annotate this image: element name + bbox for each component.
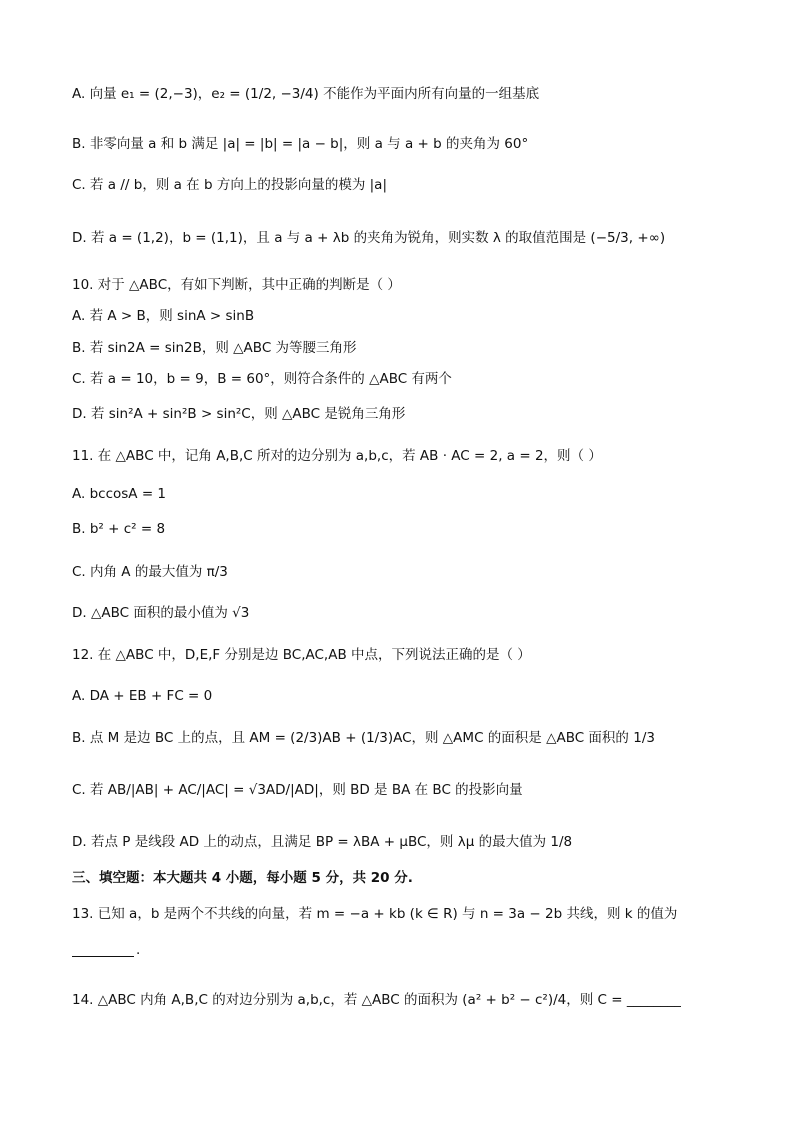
- q11-option-b: B. b² + c² = 8: [72, 521, 166, 537]
- q9-option-b: B. 非零向量 a 和 b 满足 |a| = |b| = |a − b|，则 a 与 a + b 的夹角为 60°: [72, 136, 529, 152]
- q11-option-d: D. △ABC 面积的最小值为 √3: [72, 605, 250, 621]
- q10-option-c: C. 若 a = 10，b = 9，B = 60°，则符合条件的 △ABC 有两个: [72, 371, 452, 387]
- q12-option-c: C. 若 AB/|AB| + AC/|AC| = √3AD/|AD|，则 BD 是 BA 在 BC 的投影向量: [72, 782, 523, 798]
- q12-stem: 12. 在 △ABC 中，D,E,F 分别是边 BC,AC,AB 中点，下列说法正确的是（ ）: [72, 647, 531, 663]
- q12-option-a: A. DA + EB + FC = 0: [72, 688, 213, 704]
- q11-option-c: C. 内角 A 的最大值为 π/3: [72, 564, 228, 580]
- q11-option-a: A. bccosA = 1: [72, 486, 167, 502]
- q12-option-d: D. 若点 P 是线段 AD 上的动点，且满足 BP = λBA + μBC，则 λμ 的最大值为 1/8: [72, 834, 573, 850]
- q10-stem: 10. 对于 △ABC，有如下判断，其中正确的判断是（ ）: [72, 277, 401, 293]
- q14-stem: 14. △ABC 内角 A,B,C 的对边分别为 a,b,c，若 △ABC 的面积为 (a² + b² − c²)/4，则 C = ________: [72, 992, 681, 1008]
- q10-option-d: D. 若 sin²A + sin²B > sin²C，则 △ABC 是锐角三角形: [72, 406, 406, 422]
- q9-option-a: A. 向量 e₁ = (2,−3)，e₂ = (1/2, −3/4) 不能作为平面内所有向量的一组基底: [72, 86, 540, 102]
- q9-option-c: C. 若 a // b，则 a 在 b 方向上的投影向量的模为 |a|: [72, 177, 387, 193]
- q12-option-b: B. 点 M 是边 BC 上的点，且 AM = (2/3)AB + (1/3)AC，则 △AMC 的面积是 △ABC 面积的 1/3: [72, 730, 655, 746]
- q10-option-a: A. 若 A > B，则 sinA > sinB: [72, 308, 255, 324]
- section-heading-fill-in: 三、填空题：本大题共 4 小题，每小题 5 分，共 20 分.: [72, 870, 413, 886]
- q10-option-b: B. 若 sin2A = sin2B，则 △ABC 为等腰三角形: [72, 340, 357, 356]
- q13-period: .: [136, 942, 141, 958]
- q11-stem: 11. 在 △ABC 中，记角 A,B,C 所对的边分别为 a,b,c，若 AB · AC = 2, a = 2，则（ ）: [72, 448, 602, 464]
- q9-option-d: D. 若 a = (1,2)，b = (1,1)，且 a 与 a + λb 的夹角为锐角，则实数 λ 的取值范围是 (−5/3, +∞): [72, 230, 666, 246]
- q13-stem: 13. 已知 a，b 是两个不共线的向量，若 m = −a + kb (k ∈ R) 与 n = 3a − 2b 共线，则 k 的值为: [72, 906, 678, 922]
- q13-answer-blank[interactable]: [72, 956, 134, 957]
